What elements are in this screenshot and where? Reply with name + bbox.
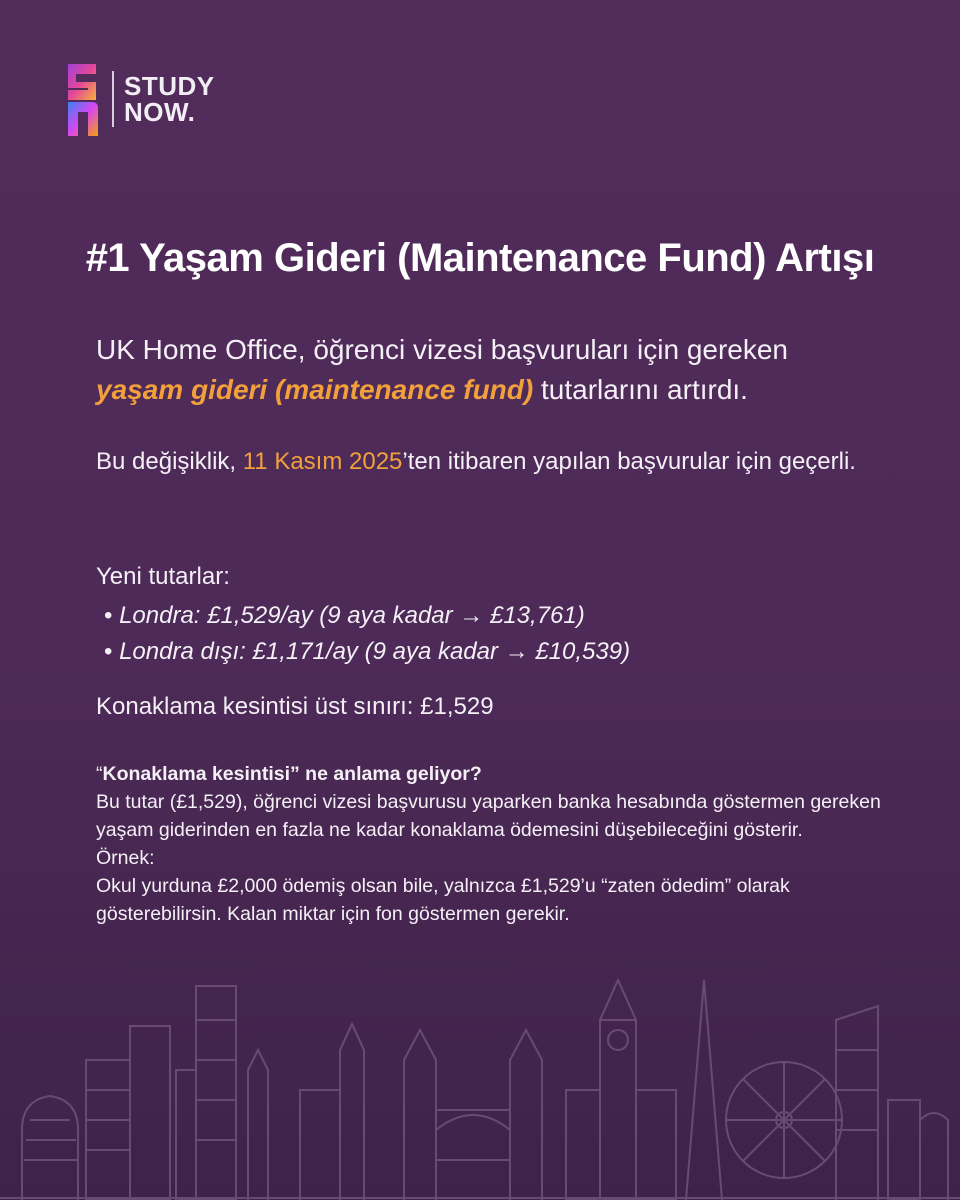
intro-text-end: tutarlarını artırdı.	[533, 374, 748, 405]
amount-item-outside-london: • Londra dışı: £1,171/ay (9 aya kadar → £10,539)	[104, 634, 630, 670]
effective-text: Bu değişiklik,	[96, 448, 243, 475]
brand-name	[124, 73, 215, 125]
amount-item-london: • Londra: £1,529/ay (9 aya kadar → £13,761)	[104, 598, 630, 634]
effective-text-end: ’ten itibaren yapılan başvurular için geçerli.	[402, 448, 856, 475]
explanation-answer: Bu tutar (£1,529), öğrenci vizesi başvurusu yaparken banka hesabında göstermen gereken yaşam giderinden en fazla ne kadar konaklama ödemesini düşebileceğini gösterir.	[96, 791, 881, 841]
accommodation-cap: Konaklama kesintisi üst sınırı: £1,529	[96, 693, 494, 720]
effective-paragraph	[96, 444, 876, 480]
explanation-block	[96, 760, 896, 928]
question-text: Konaklama kesintisi” ne anlama geliyor?	[102, 763, 482, 785]
intro-text: UK Home Office, öğrenci vizesi başvuruları için gereken	[96, 334, 789, 365]
page-title: #1 Yaşam Gideri (Maintenance Fund) Artışı	[85, 236, 875, 280]
brand-logo	[62, 60, 215, 138]
effective-date: 11 Kasım 2025	[242, 448, 403, 475]
brand-line-1: STUDY	[124, 71, 215, 101]
amounts-list	[104, 598, 630, 670]
studynow-logo-icon	[62, 60, 102, 138]
explanation-question	[96, 760, 896, 788]
intro-paragraph	[96, 330, 876, 410]
example-text: Okul yurduna £2,000 ödemiş olsan bile, yalnızca £1,529’u “zaten ödedim” olarak gösterebilirsin. Kalan miktar için fon göstermen gerekir.	[96, 875, 790, 925]
amounts-heading: Yeni tutarlar:	[96, 563, 230, 590]
logo-divider	[112, 71, 114, 127]
london-skyline-illustration	[0, 960, 960, 1200]
question-quote: “	[96, 763, 103, 785]
brand-line-2: NOW.	[124, 97, 196, 127]
intro-highlight: yaşam gideri (maintenance fund)	[96, 374, 534, 405]
example-label: Örnek:	[96, 847, 155, 869]
